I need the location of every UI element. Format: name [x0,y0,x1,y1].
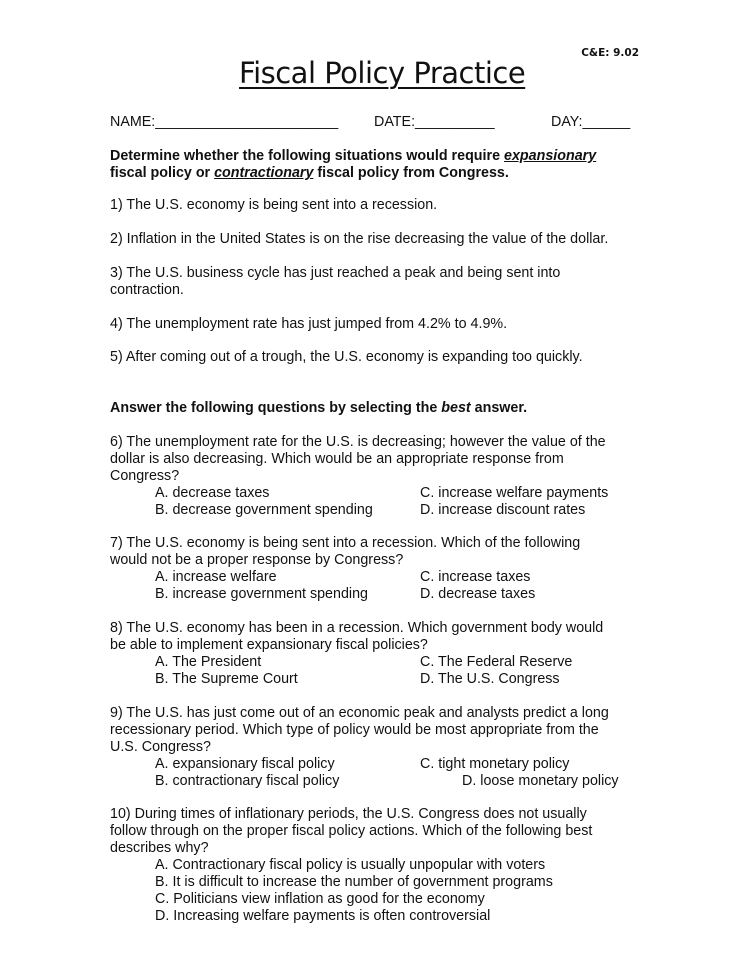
question-text: would not be a proper response by Congress? [110,552,404,568]
question-text: dollar is also decreasing. Which would be an appropriate response from [110,451,564,467]
q6-choice-c[interactable]: C. increase welfare payments [420,485,609,501]
q9-choice-d[interactable]: D. loose monetary policy [462,773,619,789]
question-10 [110,806,592,857]
name-field[interactable]: NAME:_______________________ [110,114,339,130]
question-text: 9) The U.S. has just come out of an economic peak and analysts predict a long [110,705,609,721]
instr-text: answer. [470,400,528,416]
question-3 [110,265,560,299]
q10-choice-c[interactable]: C. Politicians view inflation as good for the economy [155,891,485,907]
q7-choice-c[interactable]: C. increase taxes [420,569,531,585]
question-6 [110,434,606,485]
question-7 [110,535,580,569]
q6-choice-a[interactable]: A. decrease taxes [155,485,270,501]
question-4: 4) The unemployment rate has just jumped from 4.2% to 4.9%. [110,316,508,332]
q6-choice-b[interactable]: B. decrease government spending [155,502,373,518]
emphasis-contractionary: contractionary [214,165,314,181]
question-text: recessionary period. Which type of policy would be most appropriate from the [110,722,599,738]
q9-choice-a[interactable]: A. expansionary fiscal policy [155,756,335,772]
instr-text: Determine whether the following situations would require [110,148,504,164]
instr-text: Answer the following questions by selecting the [110,400,442,416]
q9-choice-b[interactable]: B. contractionary fiscal policy [155,773,340,789]
question-2: 2) Inflation in the United States is on the rise decreasing the value of the dollar. [110,231,609,247]
question-8 [110,620,603,654]
section1-instructions [110,148,596,182]
q10-choice-b[interactable]: B. It is difficult to increase the number of government programs [155,874,553,890]
day-field[interactable]: DAY:______ [551,114,631,130]
question-text: follow through on the proper fiscal policy actions. Which of the following best [110,823,593,839]
q7-choice-b[interactable]: B. increase government spending [155,586,368,602]
question-text: 3) The U.S. business cycle has just reached a peak and being sent into [110,265,561,281]
date-field[interactable]: DATE:__________ [374,114,495,130]
instr-text: fiscal policy from Congress. [313,165,509,181]
question-text: 8) The U.S. economy has been in a recession. Which government body would [110,620,604,636]
q8-choice-d[interactable]: D. The U.S. Congress [420,671,560,687]
question-5: 5) After coming out of a trough, the U.S. economy is expanding too quickly. [110,349,583,365]
question-text: 6) The unemployment rate for the U.S. is decreasing; however the value of the [110,434,606,450]
q7-choice-d[interactable]: D. decrease taxes [420,586,536,602]
emphasis-expansionary: expansionary [504,148,597,164]
page-title: Fiscal Policy Practice [239,56,526,90]
question-text: be able to implement expansionary fiscal policies? [110,637,428,653]
q8-choice-c[interactable]: C. The Federal Reserve [420,654,573,670]
standard-code: C&E: 9.02 [581,47,639,59]
q10-choice-a[interactable]: A. Contractionary fiscal policy is usually unpopular with voters [155,857,546,873]
question-text: 7) The U.S. economy is being sent into a recession. Which of the following [110,535,581,551]
q7-choice-a[interactable]: A. increase welfare [155,569,277,585]
instr-text: fiscal policy or [110,165,215,181]
q9-choice-c[interactable]: C. tight monetary policy [420,756,570,772]
question-1: 1) The U.S. economy is being sent into a recession. [110,197,438,213]
question-text: Congress? [110,468,180,484]
section2-instructions [110,400,527,417]
question-text: 10) During times of inflationary periods, the U.S. Congress does not usually [110,806,587,822]
question-text: U.S. Congress? [110,739,211,755]
question-9 [110,705,609,756]
q6-choice-d[interactable]: D. increase discount rates [420,502,586,518]
q8-choice-b[interactable]: B. The Supreme Court [155,671,298,687]
q8-choice-a[interactable]: A. The President [155,654,262,670]
q10-choice-d[interactable]: D. Increasing welfare payments is often controversial [155,908,491,924]
question-text: contraction. [110,282,184,298]
question-text: describes why? [110,840,209,856]
emphasis-best: best [441,400,471,416]
